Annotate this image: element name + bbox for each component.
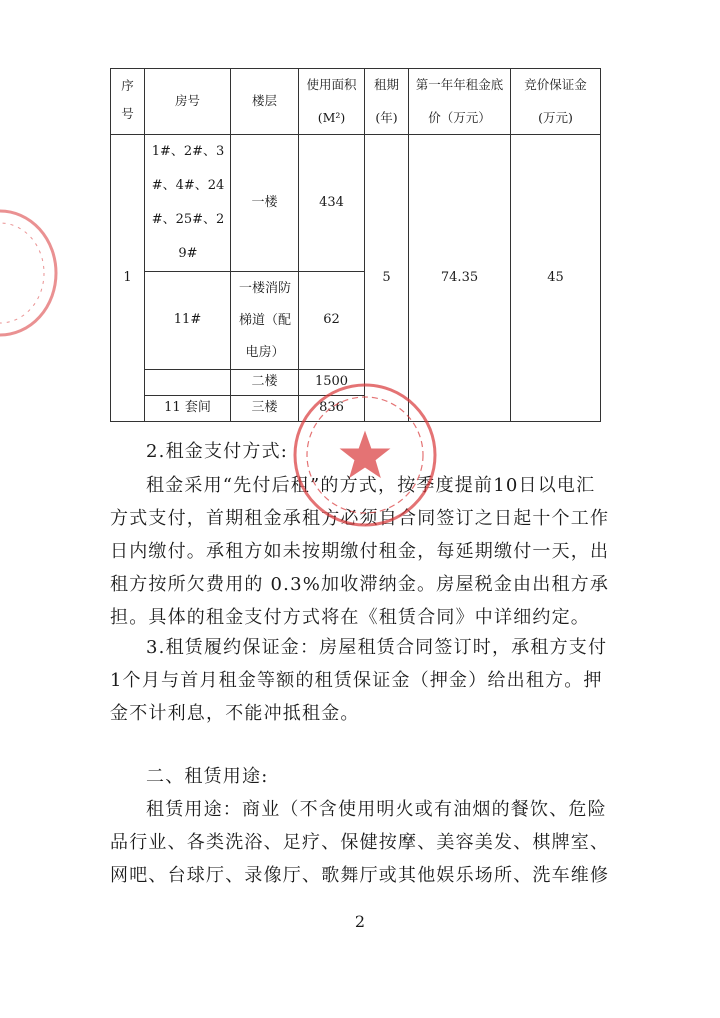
table-row [111, 135, 601, 272]
cell-room: 11# [145, 272, 231, 370]
cell-floor: 一楼消防梯道（配电房） [231, 272, 299, 370]
cell-base-rent: 74.35 [409, 135, 511, 422]
cell-floor: 三楼 [231, 396, 299, 422]
header-deposit: 竞价保证金 (万元) [511, 69, 601, 135]
paragraph-deposit: 3.租赁履约保证金：房屋租赁合同签订时，承租方支付1个月与首月租金等额的租赁保证金（押金）给出租方。押金不计利息，不能冲抵租金。 [110, 637, 608, 724]
seal-star-icon [341, 432, 389, 477]
table-header-row [111, 69, 601, 135]
seal-stamp-right [290, 380, 440, 530]
cell-area: 62 [299, 272, 365, 370]
cell-room [145, 370, 231, 396]
section-heading-lease-use: 二、租赁用途: [146, 766, 269, 787]
lease-table [110, 68, 601, 422]
page-number: 2 [354, 912, 366, 931]
header-floor: 楼层 [231, 69, 299, 135]
cell-seq: 1 [111, 135, 145, 422]
cell-term: 5 [365, 135, 409, 422]
section-heading-rent-payment: 2.租金支付方式: [146, 441, 289, 462]
seal-stamp-left [0, 205, 60, 340]
header-area: 使用面积 (M²) [299, 69, 365, 135]
header-seq: 序号 [111, 69, 145, 135]
paragraph-rent-payment: 租金采用“先付后租”的方式，按季度提前10日以电汇方式支付，首期租金承租方必须自合同签订之日起十个工作日内缴付。承租方如未按期缴付租金，每延期缴付一天，出租方按所欠费用的 0.3%加收滞纳金。房屋税金由出租方承担。具体的租金支付方式将在《租赁合同》中详细约定。 [110, 475, 610, 628]
header-room: 房号 [145, 69, 231, 135]
cell-floor: 二楼 [231, 370, 299, 396]
cell-room: 11 套间 [145, 396, 231, 422]
cell-area: 1500 [299, 370, 365, 396]
cell-room: 1#、2#、3#、4#、24#、25#、29# [145, 135, 231, 272]
header-base-rent: 第一年年租金底 价（万元） [409, 69, 511, 135]
header-term: 租期 (年) [365, 69, 409, 135]
cell-area: 836 [299, 396, 365, 422]
paragraph-lease-use: 租赁用途：商业（不含使用明火或有油烟的餐饮、危险品行业、各类洗浴、足疗、保健按摩、美容美发、棋牌室、网吧、台球厅、录像厅、歌舞厅或其他娱乐场所、洗车维修 [110, 799, 610, 886]
cell-deposit: 45 [511, 135, 601, 422]
cell-area: 434 [299, 135, 365, 272]
cell-floor: 一楼 [231, 135, 299, 272]
